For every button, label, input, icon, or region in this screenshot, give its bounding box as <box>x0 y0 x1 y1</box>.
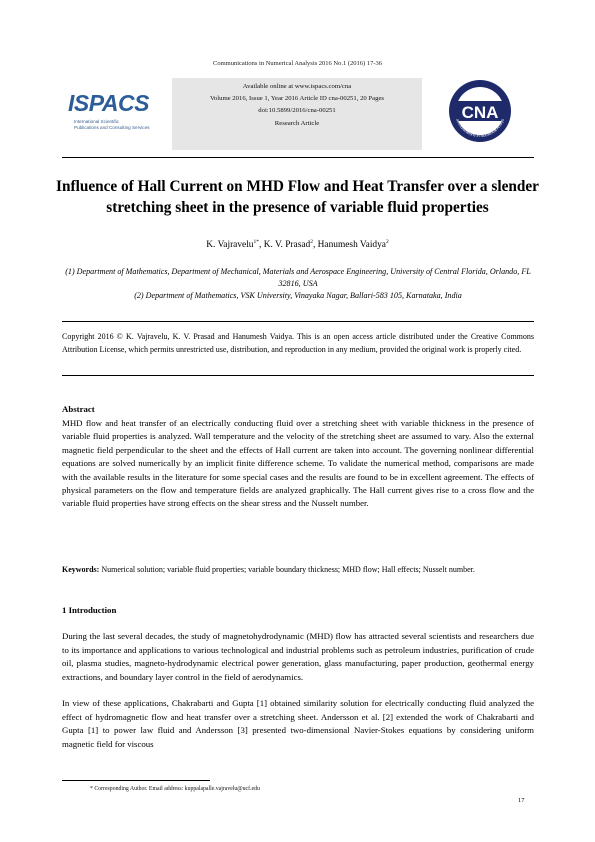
copyright-bottom-rule <box>62 375 534 376</box>
abstract-heading: Abstract <box>62 404 95 414</box>
ispacs-logo <box>66 90 166 134</box>
section-heading-introduction: 1 Introduction <box>62 605 117 615</box>
header-rule <box>62 157 534 158</box>
article-info-box <box>172 78 422 150</box>
article-type-line: Research Article <box>274 119 320 127</box>
doi-line: doi:10.5899/2016/cna-00251 <box>258 107 336 115</box>
cna-seal-letters: CNA <box>461 103 499 122</box>
copyright-notice: Copyright 2016 © K. Vajravelu, K. V. Prasad and Hanumesh Vaidya. This is an open access article distributed under the Creative Commons Attribution License, which permits unrestricted use, distribution, and reproduction in any medium, provided the original work is properly cited. <box>62 332 534 355</box>
author-affiliation-mark: 2 <box>310 239 313 245</box>
intro-paragraph: During the last several decades, the study of magnetohydrodynamic (MHD) flow has attracted several scientists and researchers due to its importance and applications to various technological and industrial problems such as petroleum industries, purification of crude oil, plasma studies, magneto-hydrodynamic electrical power generation, glass manufacturing, paper production, geothermal energy extractions, and boundary layer control in the field of aerodynamics. <box>62 631 534 683</box>
intro-paragraph: In view of these applications, Chakrabarti and Gupta [1] obtained similarity solution for electrically conducting fluid analyzed the effect of hydromagnetic flow and heat transfer over a stretching sheet. Andersson et al. [2] extended the work of Chakrabarti and Gupta [1] to power law fluid and Andersson [3] presented two-dimensional Navier-Stokes equations by considering uniform magnetic field for viscous <box>62 698 534 750</box>
affiliation-1: (1) Department of Mathematics, Department of Mechanical, Materials and Aerospace Engineering, University of Central Florida, Orlando, FL 32816, USA <box>65 267 531 289</box>
footnote-rule <box>62 780 210 781</box>
keywords-label: Keywords: <box>62 565 100 574</box>
cna-journal-seal <box>448 79 512 143</box>
author-name: Hanumesh Vaidya <box>317 240 386 251</box>
affiliation-2: (2) Department of Mathematics, VSK University, Vinayaka Nagar, Ballari-583 105, Karnataka, India <box>134 291 462 301</box>
affiliations <box>62 266 534 303</box>
author-name: K. V. Prasad <box>263 240 311 251</box>
keywords-text: Numerical solution; variable fluid properties; variable boundary thickness; MHD flow; Hall effects; Nusselt number. <box>99 565 475 574</box>
ispacs-logo-word: ISPACS <box>68 90 149 116</box>
copyright-top-rule <box>62 321 534 322</box>
page-number: 17 <box>518 797 525 804</box>
paper-title: Influence of Hall Current on MHD Flow and Heat Transfer over a slender stretching sheet in the presence of variable fluid properties <box>56 178 539 216</box>
journal-citation-line: Communications in Numerical Analysis 2016 No.1 (2016) 17-36 <box>213 60 382 67</box>
abstract-body: MHD flow and heat transfer of an electrically conducting fluid over a stretching sheet with variable thickness in the presence of variable fluid properties is analyzed. Wall temperature and the velocity of the stretching sheet are assumed to vary. Also the external magnetic field perpendicular to the sheet and the effects of Hall current are taken into account. The governing nonlinear differential equations are solved numerically by an implicit finite difference scheme. To validate the numerical method, comparisons are made with the available results in the literature for some special cases and the results are found to be in excellent agreement. The effects of physical parameters on the flow and temperature fields are analyzed graphically. The Hall current gives rise to a cross flow and the variable fluid properties have strong effects on the shear stress and the Nusselt number. <box>62 418 534 509</box>
keywords <box>62 564 534 577</box>
corresponding-author-footnote: * Corresponding Author. Email address: kuppalapalle.vajravelu@ucf.edu <box>90 786 260 792</box>
author-name: K. Vajravelu <box>206 240 254 251</box>
ispacs-logo-subtitle: International Scientific <box>74 119 119 124</box>
cna-seal-ring-text: ommunications in Numerical Analys <box>455 117 505 139</box>
volume-line: Volume 2016, Issue 1, Year 2016 Article ID cna-00251, 20 Pages <box>209 95 385 103</box>
ispacs-logo-subtitle: Publications and Consulting Services <box>74 125 150 130</box>
author-affiliation-mark: 2 <box>385 239 389 245</box>
availability-line: Available online at www.ispacs.com/cna <box>242 83 352 90</box>
author-affiliation-mark: 1* <box>253 239 259 245</box>
author-list: K. Vajravelu$^{1*}$, K. V. Prasad$^2$, Hanumesh Vaidya$^2$ <box>206 239 389 251</box>
